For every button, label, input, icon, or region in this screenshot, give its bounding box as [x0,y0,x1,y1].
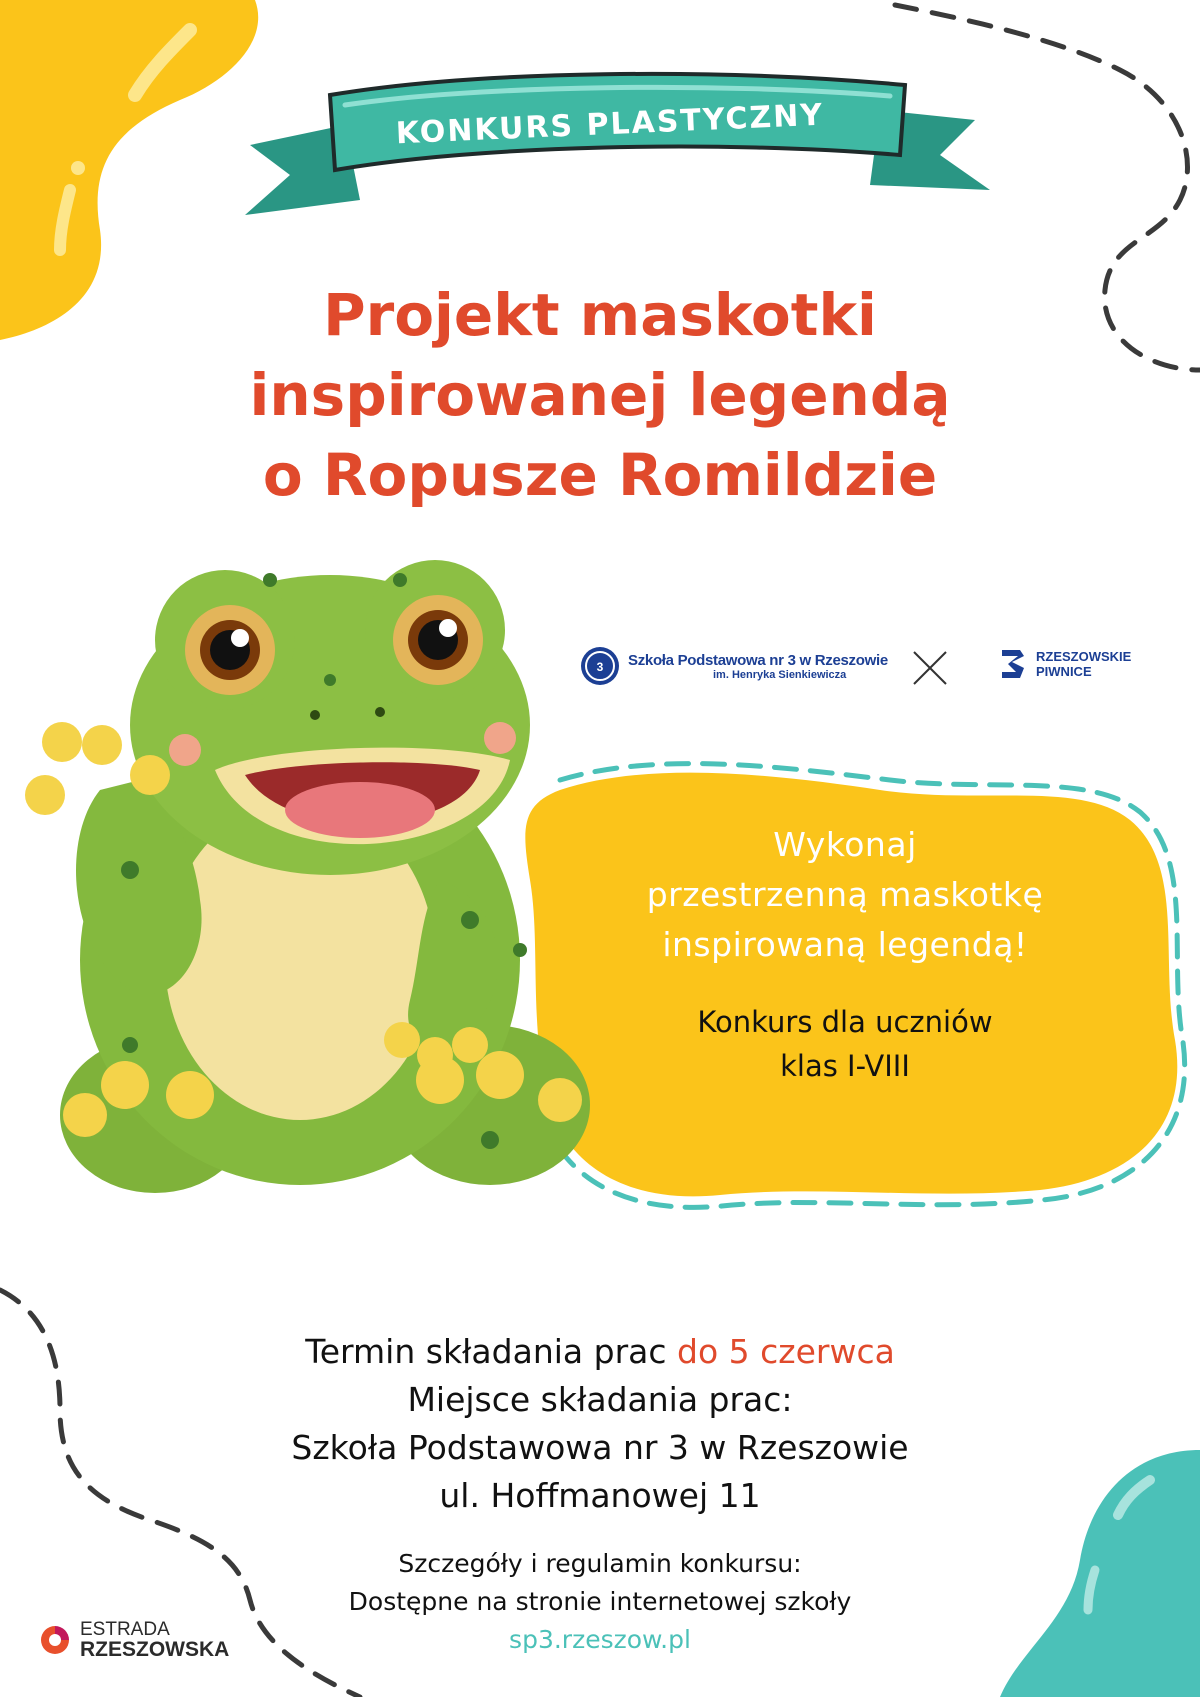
details-block [220,1545,980,1659]
school-subtitle: im. Henryka Sienkiewicza [713,668,847,681]
submission-info [180,1328,1020,1520]
deadline-line [180,1328,1020,1376]
deadline-label: Termin składania prac [305,1332,677,1371]
estrada-logo [38,1620,229,1660]
estrada-icon [38,1623,72,1657]
partner-logos [580,640,1140,700]
piwnice-line-2: PIWNICE [1036,664,1092,679]
callout-sub-line-1: Konkurs dla uczniów [697,1005,993,1039]
estrada-line-1: ESTRADA [80,1619,170,1640]
teal-blob-bottom-right [1000,1450,1200,1697]
piwnice-line-1: RZESZOWSKIE [1036,649,1132,664]
callout-line-1: Wykonaj [773,825,917,864]
piwnice-icon [998,646,1028,682]
title-line-1: Projekt maskotki [323,281,877,349]
place-school: Szkoła Podstawowa nr 3 w Rzeszowie [291,1428,909,1467]
place-address: ul. Hoffmanowej 11 [439,1476,761,1515]
details-line-1: Szczegóły i regulamin konkursu: [398,1549,802,1578]
school-shield-icon [580,644,620,688]
partner-separator-icon [910,648,950,688]
details-line-2: Dostępne na stronie internetowej szkoły [348,1587,852,1616]
callout-sub [600,1000,1090,1088]
banner-label: KONKURS PLASTYCZNY [395,97,825,152]
school-logo [580,644,888,688]
callout-line-2: przestrzenną maskotkę [646,875,1044,914]
estrada-line-2: RZESZOWSKA [80,1638,230,1661]
piwnice-logo [998,646,1131,682]
place-label: Miejsce składania prac: [407,1380,793,1419]
page-title [100,275,1100,515]
callout-sub-line-2: klas I-VIII [780,1049,910,1083]
deadline-value: do 5 czerwca [677,1332,895,1371]
title-line-2: inspirowanej legendą [249,361,951,429]
title-line-3: o Ropusze Romildzie [262,441,938,509]
school-name: Szkoła Podstawowa nr 3 w Rzeszowie [628,651,888,669]
school-badge-number: 3 [596,660,604,674]
callout-text [600,820,1090,1088]
frog-illustration [25,560,590,1193]
callout-line-3: inspirowaną legendą! [662,925,1028,964]
school-website-link[interactable]: sp3.rzeszow.pl [509,1625,691,1654]
